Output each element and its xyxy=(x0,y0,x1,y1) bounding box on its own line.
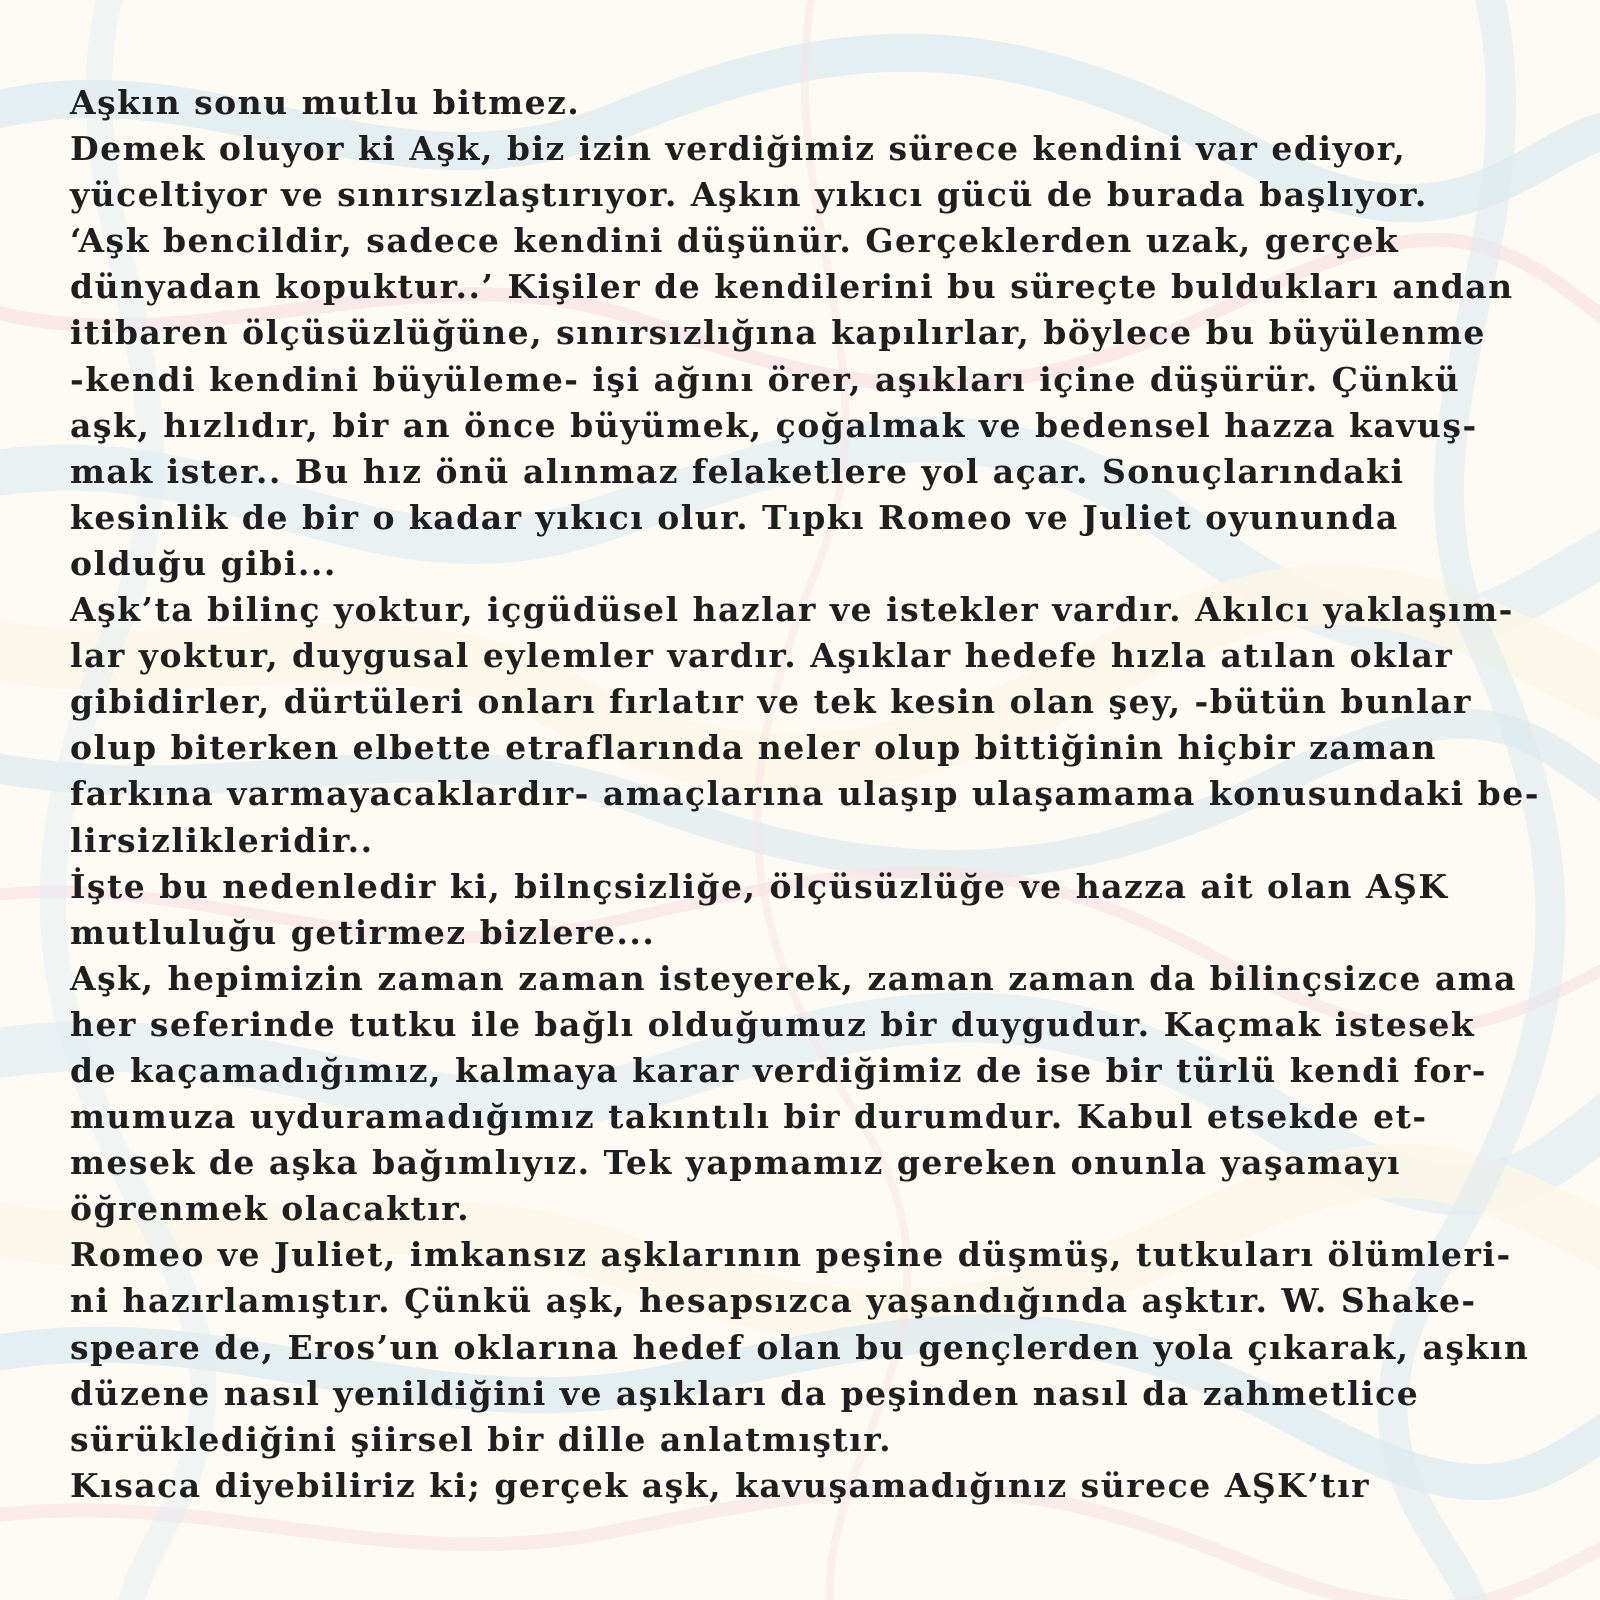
text-line: itibaren ölçüsüzlüğüne, sınırsızlığına kapılırlar, böylece bu büyülenme xyxy=(70,313,1486,353)
text-line: de kaçamadığımız, kalmaya karar verdiğimiz de ise bir türlü kendi for- xyxy=(70,1050,1487,1090)
text-line: ni hazırlamıştır. Çünkü aşk, hesapsızca yaşandığında aşktır. W. Shake- xyxy=(70,1281,1477,1321)
text-line: mutluluğu getirmez bizlere... xyxy=(70,912,656,952)
text-line: Romeo ve Juliet, imkansız aşklarının peşine düşmüş, tutkuları ölümleri- xyxy=(70,1235,1512,1275)
essay-text xyxy=(70,80,1540,1509)
text-line: her seferinde tutku ile bağlı olduğumuz bir duygudur. Kaçmak istesek xyxy=(70,1004,1476,1044)
text-line: aşk, hızlıdır, bir an önce büyümek, çoğalmak ve bedensel hazza kavuş- xyxy=(70,405,1478,445)
text-line: Aşkın sonu mutlu bitmez. xyxy=(70,83,581,122)
text-line: gibidirler, dürtüleri onları fırlatır ve tek kesin olan şey, -bütün bunlar xyxy=(70,682,1472,722)
text-line: farkına varmayacaklardır- amaçlarına ulaşıp ulaşamama konusundaki be- xyxy=(70,774,1540,814)
text-line: Demek oluyor ki Aşk, biz izin verdiğimiz sürece kendini var ediyor, xyxy=(70,129,1407,169)
text-line: mesek de aşka bağımlıyız. Tek yapmamız gereken onunla yaşamayı xyxy=(70,1143,1402,1183)
text-line: -kendi kendini büyüleme- işi ağını örer, aşıkları içine düşürür. Çünkü xyxy=(70,359,1461,399)
text-line: kesinlik de bir o kadar yıkıcı olur. Tıpkı Romeo ve Juliet oyununda xyxy=(70,497,1399,537)
text-line: olup biterken elbette etraflarında neler olup bittiğinin hiçbir zaman xyxy=(70,728,1438,768)
text-line: mak ister.. Bu hız önü alınmaz felaketlere yol açar. Sonuçlarındaki xyxy=(70,451,1405,491)
text-line: lar yoktur, duygusal eylemler vardır. Aşıklar hedefe hızla atılan oklar xyxy=(70,636,1454,676)
text-line: mumuza uyduramadığımız takıntılı bir durumdur. Kabul etsekde et- xyxy=(70,1097,1428,1137)
text-line: speare de, Eros’un oklarına hedef olan bu gençlerden yola çıkarak, aşkın xyxy=(70,1327,1530,1367)
text-line: dünyadan kopuktur..’ Kişiler de kendilerini bu süreçte buldukları andan xyxy=(70,267,1514,307)
text-line: olduğu gibi... xyxy=(70,543,337,583)
text-line: yüceltiyor ve sınırsızlaştırıyor. Aşkın yıkıcı gücü de burada başlıyor. xyxy=(70,175,1428,215)
text-line: Kısaca diyebiliriz ki; gerçek aşk, kavuşamadığınız sürece AŞK’tır xyxy=(70,1465,1370,1505)
text-line: öğrenmek olacaktır. xyxy=(70,1189,471,1229)
text-line: Aşk’ta bilinç yoktur, içgüdüsel hazlar ve istekler vardır. Akılcı yaklaşım- xyxy=(70,590,1514,630)
text-line: ‘Aşk bencildir, sadece kendini düşünür. Gerçeklerden uzak, gerçek xyxy=(70,221,1400,261)
text-line: düzene nasıl yenildiğini ve aşıkları da peşinden nasıl da zahmetlice xyxy=(70,1373,1420,1413)
text-line: lirsizlikleridir.. xyxy=(70,820,374,860)
text-line: sürüklediğini şiirsel bir dille anlatmıştır. xyxy=(70,1419,893,1459)
text-line: İşte bu nedenledir ki, bilnçsizliğe, ölçüsüzlüğe ve hazza ait olan AŞK xyxy=(70,866,1449,906)
text-line: Aşk, hepimizin zaman zaman isteyerek, zaman zaman da bilinçsizce ama xyxy=(70,958,1518,998)
